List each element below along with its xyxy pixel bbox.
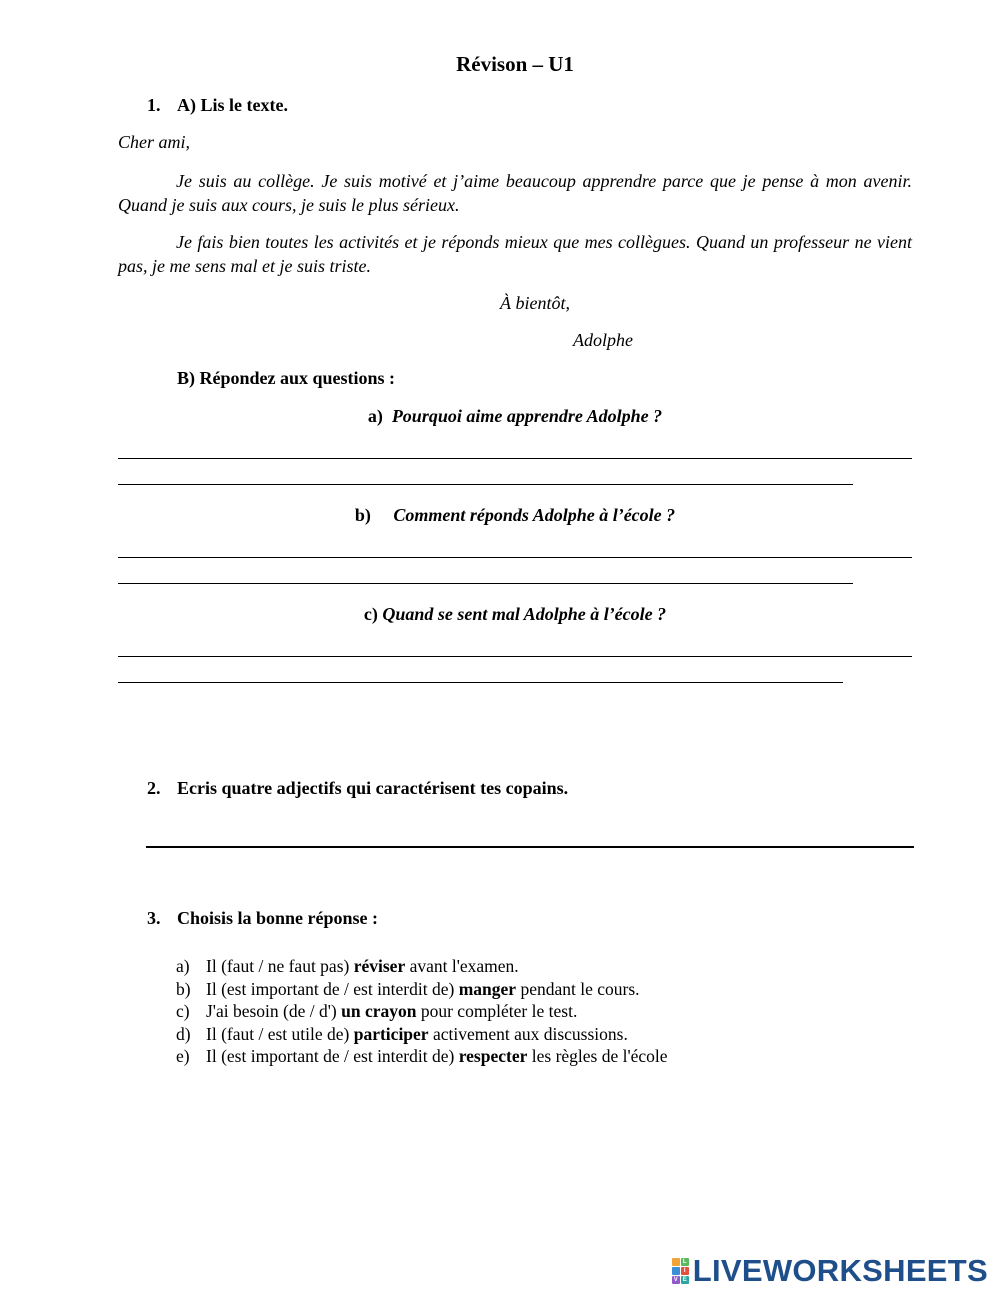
logo-tile: L bbox=[681, 1258, 689, 1266]
logo-tile: I bbox=[681, 1267, 689, 1275]
section2-title: Ecris quatre adjectifs qui caractérisent tes copains. bbox=[177, 778, 569, 798]
section2-heading bbox=[147, 778, 568, 799]
section1-title: A) Lis le texte. bbox=[177, 95, 288, 115]
logo-icon bbox=[672, 1258, 689, 1284]
question-b bbox=[0, 505, 1000, 526]
choice-text-before: Il (est important de / est interdit de) bbox=[206, 1046, 459, 1066]
page-title: Révison – U1 bbox=[456, 52, 574, 76]
answer-line-a1[interactable] bbox=[118, 458, 912, 459]
answer-line-a2[interactable] bbox=[118, 484, 853, 485]
logo-tile bbox=[672, 1267, 680, 1275]
section3-title: Choisis la bonne réponse : bbox=[177, 908, 379, 928]
logo-tile: V bbox=[673, 1277, 678, 1283]
choice-item bbox=[176, 1000, 668, 1023]
choice-text-after: les règles de l'école bbox=[527, 1046, 668, 1066]
question-a bbox=[0, 406, 1000, 427]
logo-text: LIVEWORKSHEETS bbox=[692, 1253, 988, 1288]
answer-line-c2[interactable] bbox=[118, 682, 843, 683]
choice-letter: a) bbox=[176, 956, 190, 976]
choice-text-before: Il (est important de / est interdit de) bbox=[206, 978, 459, 999]
part-b-heading: B) Répondez aux questions : bbox=[177, 368, 396, 388]
section2-number: 2. bbox=[147, 778, 161, 798]
section3-heading bbox=[147, 908, 378, 929]
choice-item bbox=[176, 955, 668, 978]
choice-keyword: réviser bbox=[353, 956, 406, 976]
answer-line-c1[interactable] bbox=[118, 656, 912, 657]
letter-greeting: Cher ami, bbox=[118, 132, 190, 152]
answer-line-b1[interactable] bbox=[118, 557, 912, 558]
question-c-letter: c) bbox=[363, 604, 378, 624]
section1-number: 1. bbox=[147, 95, 161, 115]
choice-letter: d) bbox=[176, 1023, 191, 1044]
logo-tile bbox=[672, 1258, 680, 1266]
choice-letter: b) bbox=[176, 978, 191, 999]
letter-paragraph-2: Je fais bien toutes les activités et je réponds mieux que mes collègues. Quand un professeur ne vient pas, je me sens mal et je suis triste. bbox=[118, 232, 912, 276]
choice-keyword: manger bbox=[458, 978, 517, 999]
section1-heading bbox=[147, 95, 288, 116]
question-a-letter: a) bbox=[367, 406, 383, 426]
choice-keyword: respecter bbox=[458, 1046, 528, 1066]
choice-item bbox=[176, 1045, 668, 1068]
choice-text-before: J'ai besoin (de / d') bbox=[206, 1001, 342, 1021]
section3-number: 3. bbox=[147, 908, 161, 928]
choice-item bbox=[176, 1023, 668, 1046]
question-a-text: Pourquoi aime apprendre Adolphe ? bbox=[391, 406, 663, 426]
choice-text-after: pour compléter le test. bbox=[416, 1001, 578, 1021]
liveworksheets-logo[interactable] bbox=[672, 1253, 988, 1289]
answer-line-adjectives[interactable] bbox=[146, 846, 914, 848]
question-b-letter: b) bbox=[354, 505, 371, 525]
answer-line-b2[interactable] bbox=[118, 583, 853, 584]
letter-paragraph-1: Je suis au collège. Je suis motivé et j’aime beaucoup apprendre parce que je pense à mon avenir. Quand je suis aux cours, je suis le plus sérieux. bbox=[118, 171, 912, 215]
logo-tile: E bbox=[682, 1277, 687, 1283]
question-c bbox=[0, 604, 1000, 625]
choice-item bbox=[176, 978, 668, 1001]
choice-letter: c) bbox=[176, 1001, 190, 1021]
choice-text-after: avant l'examen. bbox=[405, 956, 519, 976]
letter-closing: À bientôt, bbox=[500, 293, 570, 313]
choice-text-before: Il (faut / est utile de) bbox=[206, 1023, 354, 1044]
question-c-text: Quand se sent mal Adolphe à l’école ? bbox=[382, 604, 667, 624]
choice-text-after: pendant le cours. bbox=[516, 978, 640, 999]
letter-signature: Adolphe bbox=[573, 330, 633, 350]
choice-keyword: un crayon bbox=[341, 1001, 417, 1021]
choice-letter: e) bbox=[176, 1046, 190, 1066]
question-b-text: Comment réponds Adolphe à l’école ? bbox=[393, 505, 676, 525]
choice-text-after: activement aux discussions. bbox=[428, 1023, 628, 1044]
choice-text-before: Il (faut / ne faut pas) bbox=[206, 956, 354, 976]
choice-list bbox=[176, 955, 668, 1068]
choice-keyword: participer bbox=[353, 1023, 429, 1044]
